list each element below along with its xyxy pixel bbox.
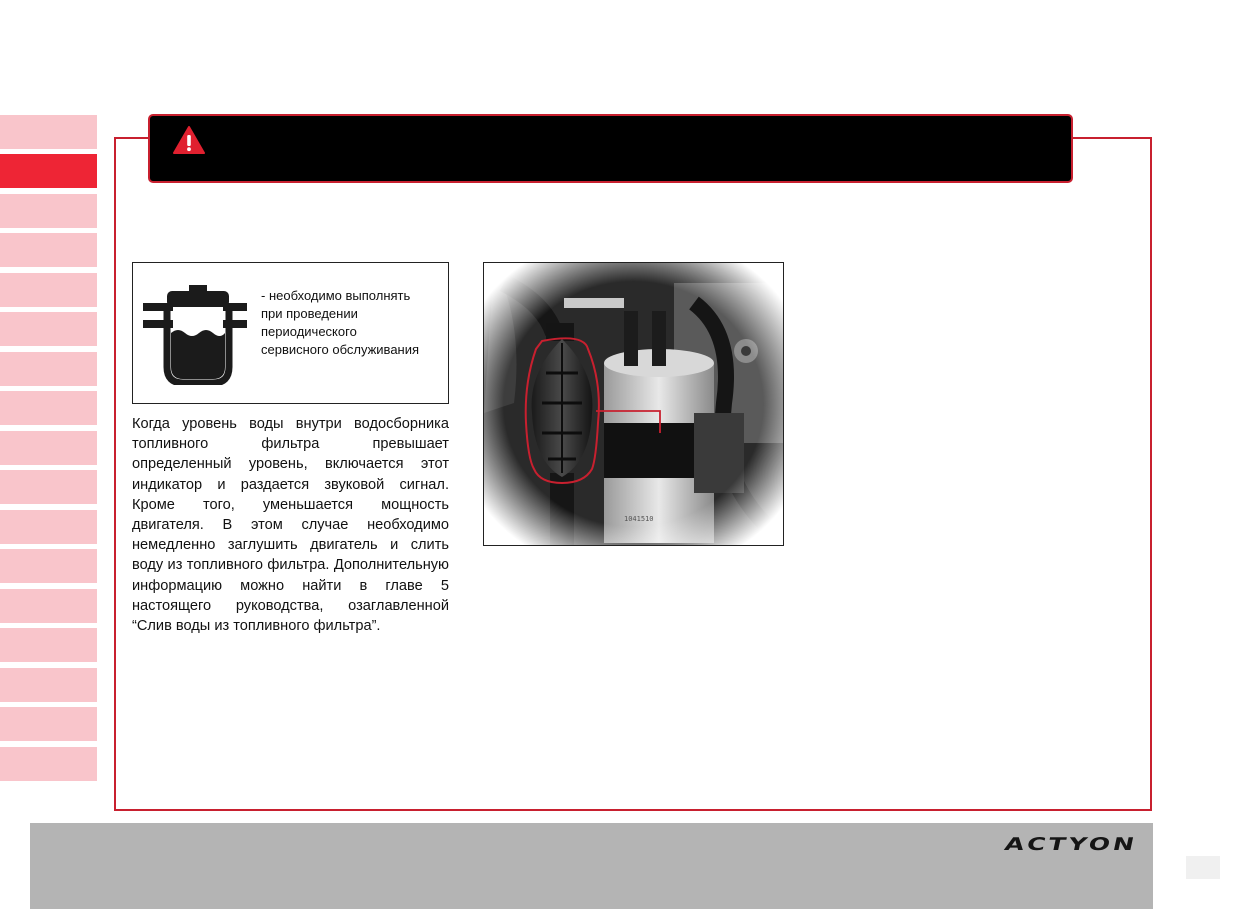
footer-bar [30, 823, 1153, 909]
page-number-box [1186, 856, 1220, 879]
chapter-tab-14[interactable] [0, 628, 97, 662]
chapter-tab-12[interactable] [0, 549, 97, 583]
indicator-line-1: - необходимо выполнять [261, 288, 411, 303]
chapter-tab-9[interactable] [0, 431, 97, 465]
chapter-tab-2-active[interactable] [0, 154, 97, 188]
engine-bay-illustration [484, 263, 783, 545]
indicator-box [132, 262, 449, 404]
chapter-tab-3[interactable] [0, 194, 97, 228]
fuel-filter-photo [483, 262, 784, 546]
chapter-tab-17[interactable] [0, 747, 97, 781]
warning-header [148, 114, 1073, 183]
indicator-line-3: периодического [261, 324, 357, 339]
indicator-line-4: сервисного обслуживания [261, 342, 420, 357]
fuel-filter-water-icon [141, 281, 249, 385]
chapter-tab-8[interactable] [0, 391, 97, 425]
chapter-tab-11[interactable] [0, 510, 97, 544]
brand-logo: ACTYON [1002, 834, 1139, 855]
warning-triangle-icon [172, 125, 206, 155]
body-paragraph: Когда уровень воды внутри водосборника топливного фильтра превышает определенный уровень, включается этот индикатор и раздается звуковой сигнал. Кроме того, уменьшается мощность двигателя. В этом случае необходимо немедленно заглушить двигатель и слить воду из топливного фильтра. Дополнительную информацию можно найти в главе 5 настоящего руководства, озаглавленной “Слив воды из топливного фильтра”. [132, 416, 449, 635]
chapter-tab-1[interactable] [0, 115, 97, 149]
chapter-tab-10[interactable] [0, 470, 97, 504]
indicator-line-2: при проведении [261, 306, 358, 321]
chapter-tab-15[interactable] [0, 668, 97, 702]
chapter-tab-13[interactable] [0, 589, 97, 623]
chapter-tab-6[interactable] [0, 312, 97, 346]
indicator-description [261, 287, 441, 359]
chapter-tab-4[interactable] [0, 233, 97, 267]
chapter-tab-7[interactable] [0, 352, 97, 386]
chapter-tab-16[interactable] [0, 707, 97, 741]
chapter-tab-5[interactable] [0, 273, 97, 307]
